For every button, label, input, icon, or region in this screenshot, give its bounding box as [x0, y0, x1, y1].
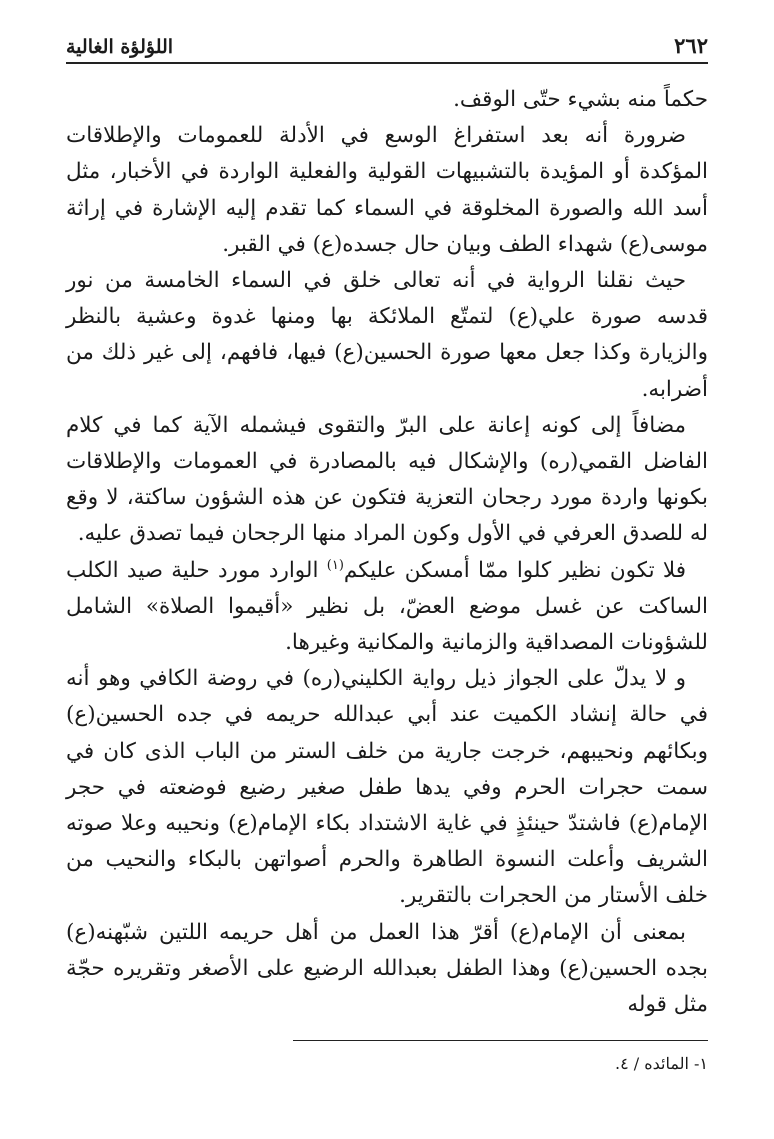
paragraph-prefix: فلا تكون نظير كلوا ممّا أمسكن عليكم — [343, 557, 686, 583]
footnote: ١- المائده / ٤. — [614, 1054, 708, 1073]
page-header — [66, 30, 708, 64]
paragraph: حكماً منه بشيء حتّى الوقف. — [453, 87, 708, 112]
paragraph: بمعنى أن الإمام(ع) أقرّ هذا العمل من أهل حريمه اللتين شبّهنه(ع) بجده الحسين(ع) وهذا الطفل بعبدالله الرضيع على الأصغر وتقريره حجّة مثل قوله — [66, 919, 708, 1018]
footnote-divider — [293, 1040, 708, 1041]
page-number: ٢٦٢ — [674, 33, 708, 58]
book-title: اللؤلؤة الغالية — [66, 36, 174, 58]
paragraph: مضافاً إلى كونه إعانة على البرّ والتقوى فيشمله الآية كما في كلام الفاضل القمي(ره) والإشكال فيه بالمصادرة في العمومات والإطلاقات بكونها واردة مورد رجحان التعزية فتكون عن هذه الشؤون ساكتة، لا وقع له للصدق العرفي في الأول وكون المراد منها الرجحان فيما تصدق عليه. — [66, 412, 708, 547]
paragraph: و لا يدلّ على الجواز ذيل رواية الكليني(ره) في روضة الكافي وهو أنه في حالة إنشاد الكميت عند أبي عبدالله حريمه في جده الحسين(ع) وبكائهم ونحيبهم، خرجت جارية من خلف الستر من الباب الذى كان في سمت حجرات الحرم وفي يدها طفل صغير رضيع فوضعته في حجر الإمام(ع) فاشتدّ حينئذٍ في غاية الاشتداد بكاء الإمام(ع) ونحيبه وعلا صوته الشريف وأعلت النسوة الطاهرة والحرم أصواتهن بالبكاء والنحيب من خلف الأستار من الحجرات بالتقرير. — [66, 666, 708, 909]
paragraph-rest: الوارد مورد حلية صيد الكلب الساكت عن غسل موضع العضّ، بل نظير «أقيموا الصلاة» الشامل للشؤونات المصداقية والزمانية والمكانية وغيرها. — [66, 557, 708, 656]
paragraph: حيث نقلنا الرواية في أنه تعالى خلق في السماء الخامسة من نور قدسه صورة علي(ع) لتمتّع الملائكة بها ومنها غدوة وعشية بالنظر والزيارة وكذا جعل معها صورة الحسين(ع) فيها، فافهم، إلى غير ذلك من أضرابه. — [66, 268, 708, 402]
footnote-reference[interactable]: (١) — [326, 557, 344, 573]
paragraph-with-footnote — [66, 553, 708, 662]
paragraph: ضرورة أنه بعد استفراغ الوسع في الأدلة للعمومات والإطلاقات المؤكدة أو المؤيدة بالتشبيهات القولية والفعلية الواردة في الأخبار، مثل أسد الله والصورة المخلوقة في السماء كما تقدم إليه الإشارة في إراثة موسى(ع) شهداء الطف وبيان حال جسده(ع) في القبر. — [66, 123, 708, 257]
body-text — [66, 82, 708, 1023]
